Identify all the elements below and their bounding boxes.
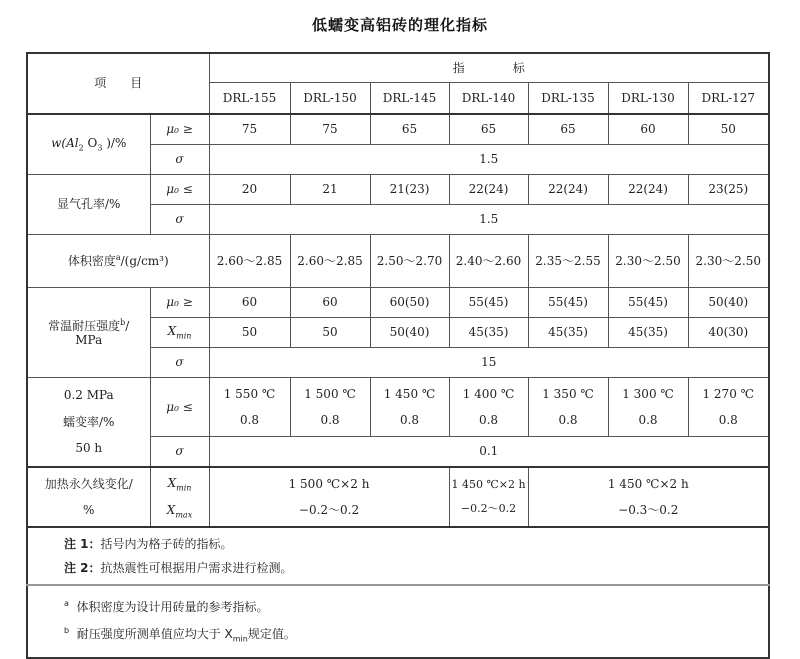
xmin-xmax-label: $X_{min}$ $X_{max}$ [150, 467, 209, 527]
table-cell: 1 300 ℃ 0.8 [608, 378, 688, 437]
table-cell: 60 [608, 114, 688, 145]
table-cell: 1 450 ℃×2 h −0.3～0.2 [528, 467, 769, 527]
table-cell: 1 400 ℃ 0.8 [449, 378, 528, 437]
sigma-label: σ [150, 205, 209, 235]
grade-header: DRL-127 [688, 83, 769, 115]
table-cell: 2.60～2.85 [290, 235, 370, 288]
sigma-label: σ [150, 437, 209, 468]
porosity-label: 显气孔率/% [27, 175, 150, 235]
header-indicator: 指 标 [209, 53, 769, 83]
table-cell: 45(35) [528, 318, 608, 348]
table-cell: 55(45) [608, 288, 688, 318]
table-cell: 55(45) [449, 288, 528, 318]
table-cell: 21(23) [370, 175, 449, 205]
mu-label: μ₀ ≤ [150, 175, 209, 205]
note-2: 注 2：抗热震性可根据用户需求进行检测。 [64, 561, 293, 575]
table-cell: 22(24) [528, 175, 608, 205]
sigma-value: 15 [209, 348, 769, 378]
table-cell: 2.50～2.70 [370, 235, 449, 288]
sigma-value: 0.1 [209, 437, 769, 468]
table-cell: 65 [370, 114, 449, 145]
table-title: 低蠕变高铝砖的理化指标 [311, 16, 488, 34]
sigma-label: σ [150, 145, 209, 175]
table-cell: 50 [688, 114, 769, 145]
sigma-label: σ [150, 348, 209, 378]
table-cell: 2.60～2.85 [209, 235, 290, 288]
sigma-value: 1.5 [209, 205, 769, 235]
table-cell: 1 450 ℃×2 h −0.2～0.2 [449, 467, 528, 527]
footnote-b: $^b$ 耐压强度所测单值应均大于 $X_{min}$规定值。 [64, 626, 296, 644]
strength-label: 常温耐压强度$^b$/ MPa [27, 288, 150, 378]
table-cell: 22(24) [608, 175, 688, 205]
xmin-label: $X_{min}$ [150, 318, 209, 348]
footnotes [27, 585, 769, 658]
table-cell: 60 [209, 288, 290, 318]
grade-header: DRL-155 [209, 83, 290, 115]
mu-label: μ₀ ≥ [150, 114, 209, 145]
table-cell: 2.40～2.60 [449, 235, 528, 288]
al2o3-label: $w(Al_2$ $O_3$ )/% [27, 114, 150, 175]
table-cell: 20 [209, 175, 290, 205]
creep-label: 0.2 MPa 蠕变率/% 50 h [27, 378, 150, 468]
table-cell: 50(40) [370, 318, 449, 348]
grade-header: DRL-130 [608, 83, 688, 115]
table-cell: 2.30～2.50 [688, 235, 769, 288]
grade-header: DRL-135 [528, 83, 608, 115]
header-item: 项 目 [27, 53, 209, 114]
table-cell: 40(30) [688, 318, 769, 348]
table-cell: 65 [449, 114, 528, 145]
table-cell: 55(45) [528, 288, 608, 318]
table-cell: 1 450 ℃ 0.8 [370, 378, 449, 437]
grade-header: DRL-140 [449, 83, 528, 115]
table-cell: 50(40) [688, 288, 769, 318]
table-cell: 50 [290, 318, 370, 348]
table-cell: 23(25) [688, 175, 769, 205]
properties-table [26, 52, 770, 659]
density-label: 体积密度$^a$/(g/cm³) [27, 235, 209, 288]
mu-label: μ₀ ≤ [150, 378, 209, 437]
table-cell: 1 550 ℃ 0.8 [209, 378, 290, 437]
table-cell: 45(35) [608, 318, 688, 348]
table-cell: 2.30～2.50 [608, 235, 688, 288]
table-cell: 60(50) [370, 288, 449, 318]
table-cell: 2.35～2.55 [528, 235, 608, 288]
footnote-a: $^a$ 体积密度为设计用砖量的参考指标。 [64, 599, 269, 614]
table-cell: 1 500 ℃ 0.8 [290, 378, 370, 437]
table-cell: 1 270 ℃ 0.8 [688, 378, 769, 437]
table-cell: 65 [528, 114, 608, 145]
table-cell: 50 [209, 318, 290, 348]
linear-change-label: 加热永久线变化/ % [27, 467, 150, 527]
table-cell: 1 500 ℃×2 h −0.2～0.2 [209, 467, 449, 527]
grade-header: DRL-150 [290, 83, 370, 115]
notes [27, 527, 769, 585]
table-cell: 21 [290, 175, 370, 205]
grade-header: DRL-145 [370, 83, 449, 115]
table-cell: 1 350 ℃ 0.8 [528, 378, 608, 437]
table-cell: 22(24) [449, 175, 528, 205]
note-1: 注 1：括号内为格子砖的指标。 [64, 537, 233, 551]
table-cell: 75 [209, 114, 290, 145]
mu-label: μ₀ ≥ [150, 288, 209, 318]
sigma-value: 1.5 [209, 145, 769, 175]
table-cell: 45(35) [449, 318, 528, 348]
table-cell: 60 [290, 288, 370, 318]
table-cell: 75 [290, 114, 370, 145]
